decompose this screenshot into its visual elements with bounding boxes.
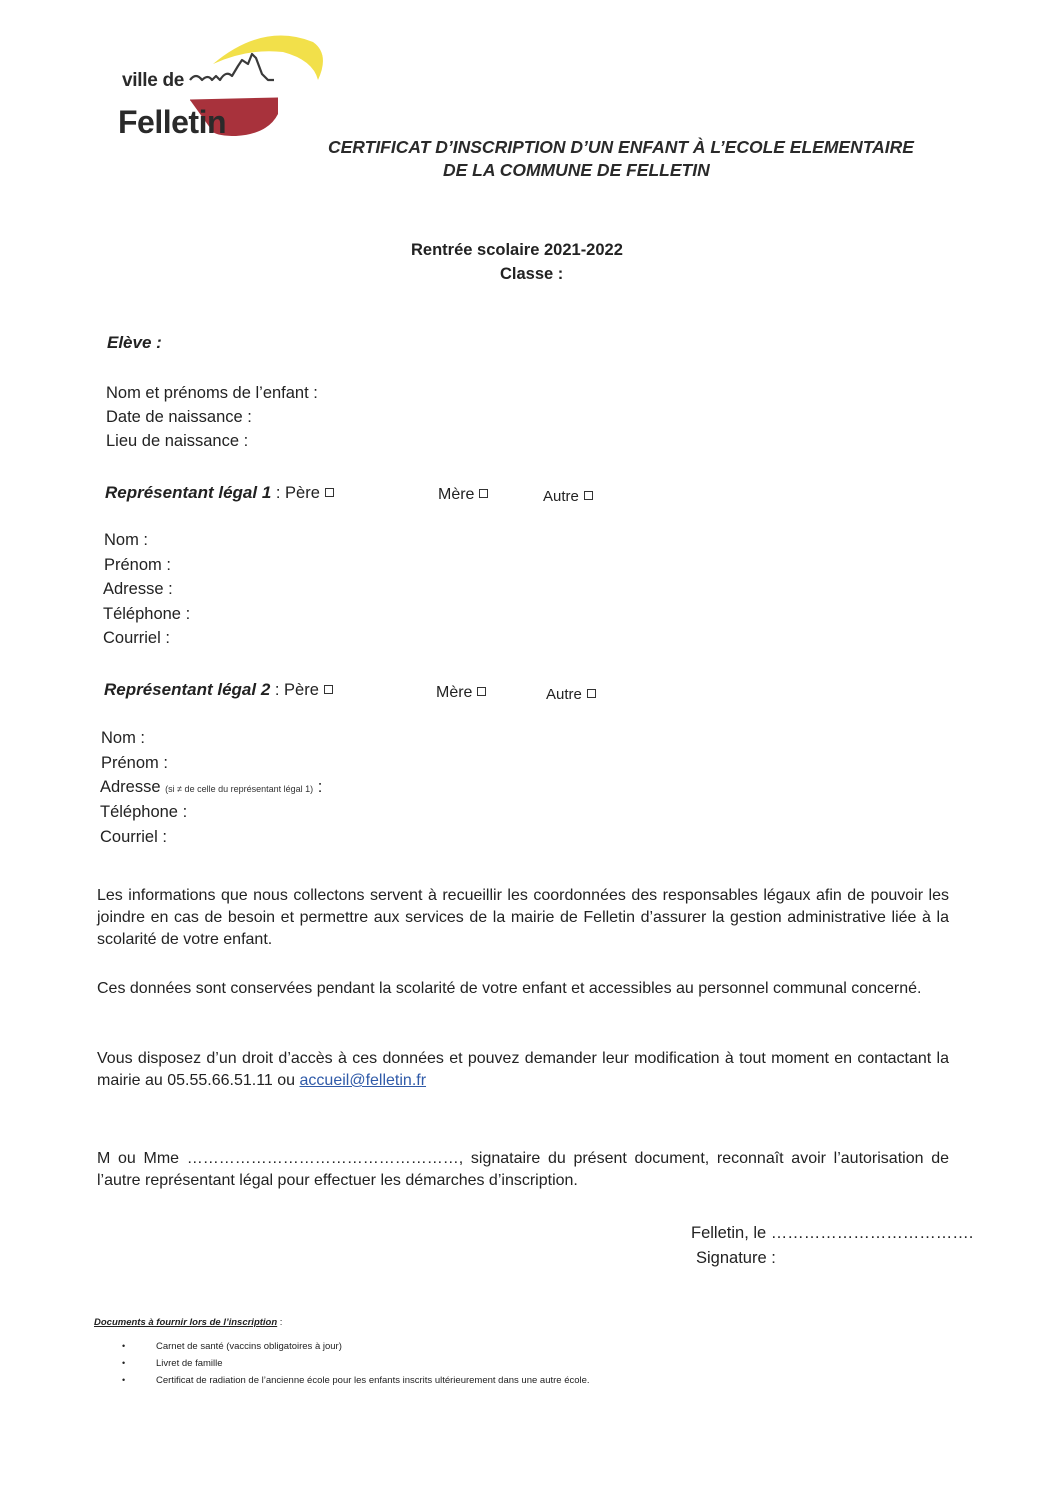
rep2-field-prenom: Prénom : xyxy=(101,754,168,772)
rep2-option-pere: Père xyxy=(284,681,319,699)
logo-text-small: ville de xyxy=(122,70,185,91)
rep2-option-autre: Autre xyxy=(546,686,582,703)
rep2-field-adresse-row xyxy=(100,778,322,797)
rep1-option-mere-row xyxy=(438,486,488,504)
privacy-paragraph-3-text: Vous disposez d’un droit d’accès à ces données et pouvez demander leur modification à tout moment en contactant la mairie au 05.55.66.51.11 ou xyxy=(97,1050,949,1089)
rep1-heading: Représentant légal 1 xyxy=(105,483,272,502)
documents-list xyxy=(122,1338,590,1389)
rep2-sep: : xyxy=(270,681,285,699)
rep2-option-mere: Mère xyxy=(436,684,473,701)
list-item: • Carnet de santé (vaccins obligatoires à jour) xyxy=(122,1338,590,1355)
classe-label: Classe : xyxy=(500,265,564,283)
rep1-option-autre-row xyxy=(543,488,593,505)
rep2-autre-checkbox[interactable] xyxy=(587,689,596,698)
rep2-field-courriel: Courriel : xyxy=(100,828,167,846)
rep2-heading: Représentant légal 2 xyxy=(104,680,271,699)
rentree-scolaire: Rentrée scolaire 2021-2022 xyxy=(411,241,623,259)
rep1-field-prenom: Prénom : xyxy=(104,556,171,574)
rep2-heading-row xyxy=(104,680,333,700)
documents-heading: Documents à fournir lors de l’inscription xyxy=(94,1317,278,1328)
privacy-paragraph-3 xyxy=(97,1048,949,1092)
list-item: • Certificat de radiation de l’ancienne école pour les enfants inscrits ultérieurement dans une autre école. xyxy=(122,1372,590,1389)
privacy-paragraph-1: Les informations que nous collectons servent à recueillir les coordonnées des responsables légaux afin de pouvoir les joindre en cas de besoin et permettre aux services de la mairie de Felletin d’assurer la gestion administrative liée à la scolarité de votre enfant. xyxy=(97,887,949,948)
rep2-option-autre-row xyxy=(546,686,596,703)
rep2-field-nom: Nom : xyxy=(101,729,146,747)
rep1-heading-row xyxy=(105,483,334,503)
eleve-field-nom: Nom et prénoms de l’enfant : xyxy=(106,384,318,402)
eleve-field-lieu: Lieu de naissance : xyxy=(106,432,249,450)
privacy-paragraph-2: Ces données sont conservées pendant la scolarité de votre enfant et accessibles au personnel communal concerné. xyxy=(97,980,922,997)
signature-place-date: Felletin, le ………………………………. xyxy=(691,1224,974,1242)
rep1-field-nom: Nom : xyxy=(104,531,149,549)
rep2-option-mere-row xyxy=(436,684,486,702)
rep1-field-telephone: Téléphone : xyxy=(103,605,191,623)
rep1-field-courriel: Courriel : xyxy=(103,629,170,647)
mairie-email-link[interactable]: accueil@felletin.fr xyxy=(299,1072,427,1089)
rep1-mere-checkbox[interactable] xyxy=(479,489,488,498)
rep2-field-telephone: Téléphone : xyxy=(100,803,188,821)
logo-text-big: Felletin xyxy=(118,104,227,140)
list-item: • Livret de famille xyxy=(122,1355,590,1372)
rep1-pere-checkbox[interactable] xyxy=(325,488,334,497)
rep2-field-adresse: Adresse xyxy=(100,778,161,796)
rep1-option-pere: Père xyxy=(285,484,320,502)
documents-colon: : xyxy=(277,1317,283,1328)
rep1-option-autre: Autre xyxy=(543,488,579,505)
document-title-line-2: DE LA COMMUNE DE FELLETIN xyxy=(443,160,710,180)
rep2-adresse-note: (si ≠ de celle du représentant légal 1) xyxy=(165,784,314,794)
authorization-paragraph: M ou Mme ……………………………………………, signataire du présent document, reconnaît avoir l’autorisation de l’autre représentant légal pour effectuer les démarches d’inscription. xyxy=(97,1150,949,1189)
ville-de-felletin-logo xyxy=(118,32,328,147)
rep1-field-adresse: Adresse : xyxy=(103,580,173,598)
signature-label: Signature : xyxy=(696,1249,776,1267)
eleve-heading: Elève : xyxy=(107,333,162,352)
document-title-line-1: CERTIFICAT D’INSCRIPTION D’UN ENFANT À L’ECOLE ELEMENTAIRE xyxy=(328,137,914,157)
eleve-field-naissance: Date de naissance : xyxy=(106,408,252,426)
documents-heading-row xyxy=(94,1312,282,1330)
rep1-option-mere: Mère xyxy=(438,486,475,503)
rep2-mere-checkbox[interactable] xyxy=(477,687,486,696)
rep2-adresse-colon: : xyxy=(313,778,323,796)
rep1-autre-checkbox[interactable] xyxy=(584,491,593,500)
rep1-sep: : xyxy=(271,484,286,502)
rep2-pere-checkbox[interactable] xyxy=(324,685,333,694)
